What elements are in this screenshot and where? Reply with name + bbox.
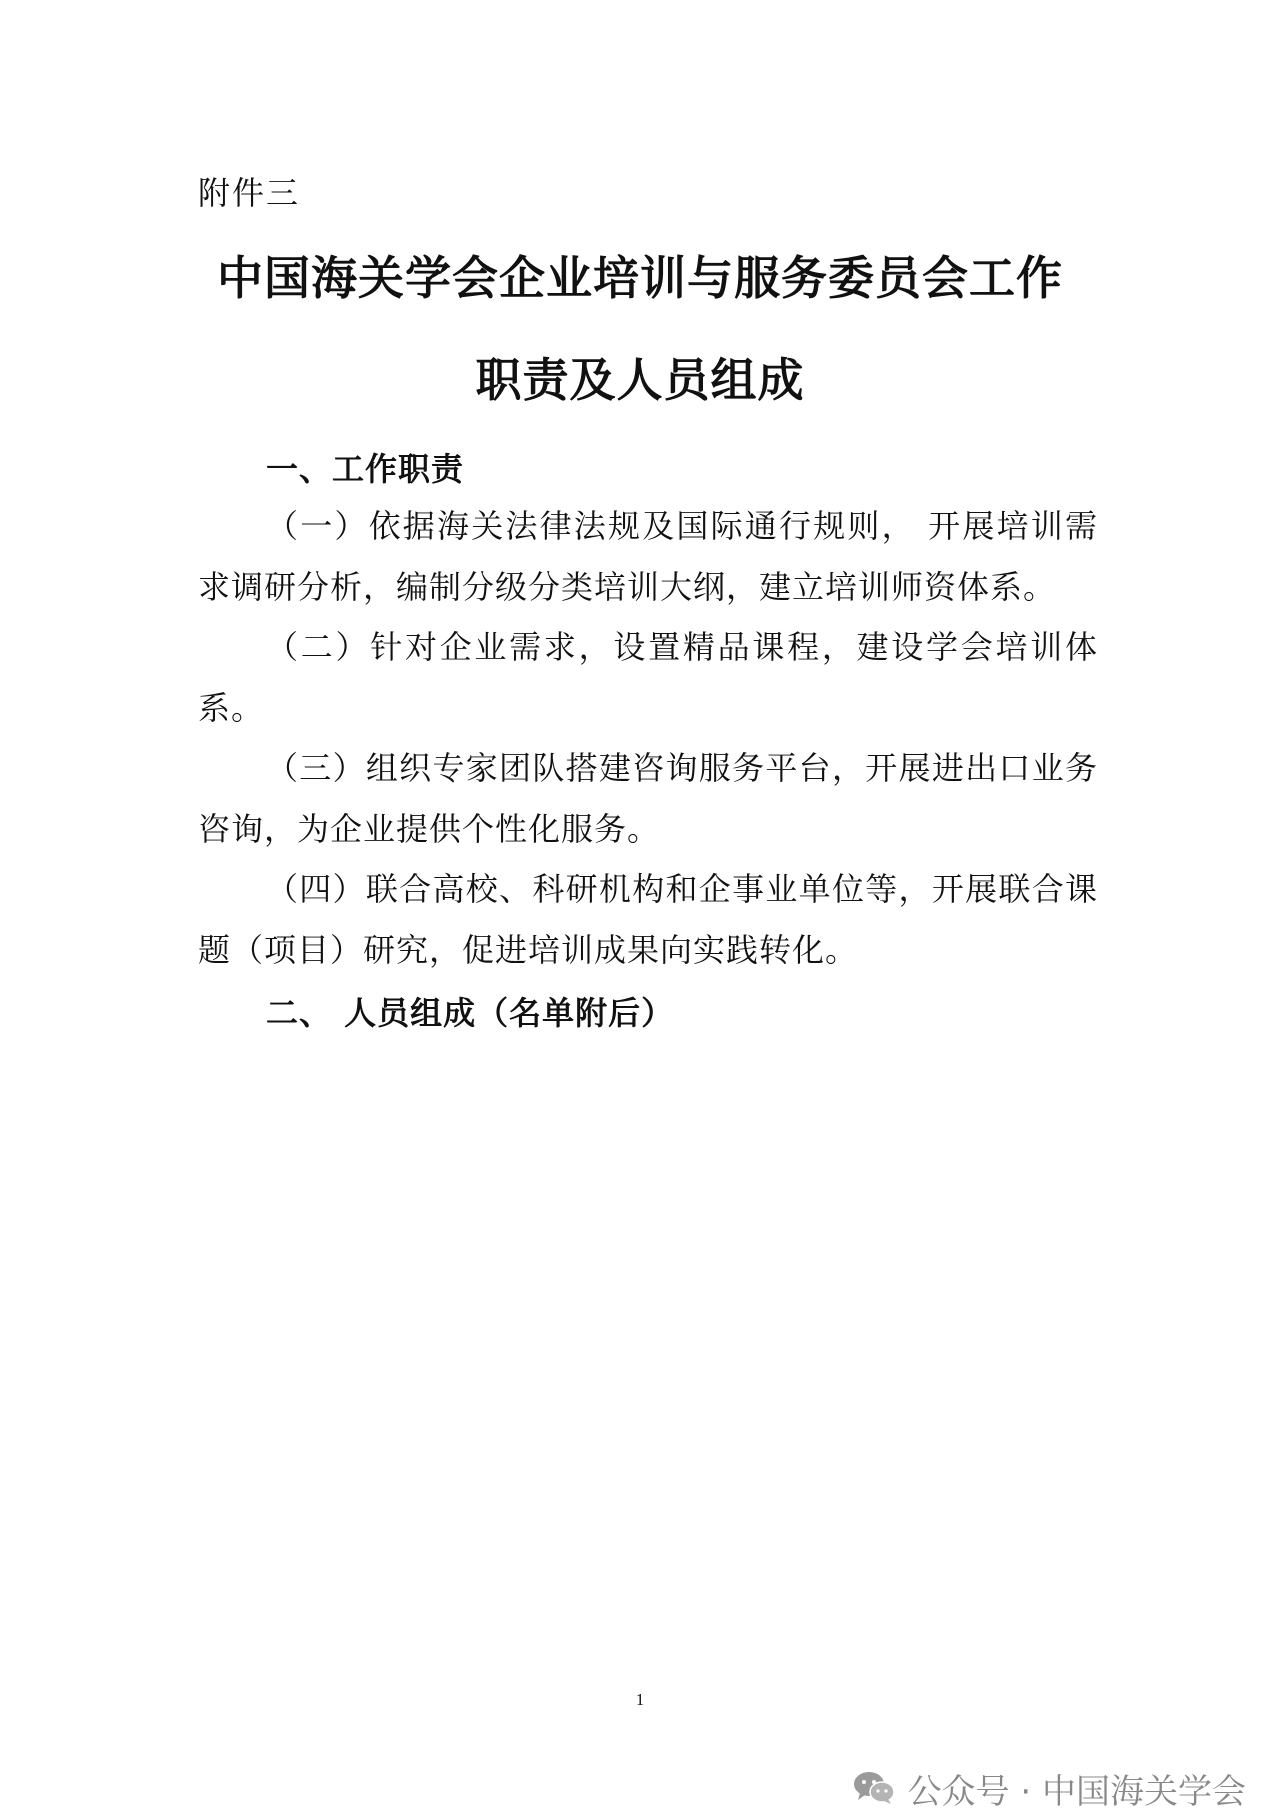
- attachment-label: 附件三: [198, 174, 301, 212]
- section-heading-members: 二、 人员组成（名单附后）: [266, 994, 675, 1032]
- duty-paragraph-4: （四）联合高校、科研机构和企事业单位等，开展联合课题（项目）研究，促进培训成果向实践转化。: [198, 870, 1098, 969]
- wechat-icon: [852, 1770, 896, 1806]
- duty-paragraph-2: （二）针对企业需求，设置精品课程，建设学会培训体系。: [198, 628, 1098, 727]
- duty-paragraph-1: （一）依据海关法律法规及国际通行规则， 开展培训需求调研分析，编制分级分类培训大纲，建立培训师资体系。: [198, 507, 1098, 606]
- document-title-line-2: 职责及人员组成: [475, 353, 805, 407]
- document-title-line-1: 中国海关学会企业培训与服务委员会工作: [217, 251, 1063, 305]
- duty-paragraph-3: （三）组织专家团队搭建咨询服务平台，开展进出口业务咨询，为企业提供个性化服务。: [198, 749, 1098, 848]
- section-heading-duties: 一、工作职责: [266, 450, 465, 488]
- watermark-text: 公众号 · 中国海关学会: [907, 1771, 1246, 1812]
- page-number: 1: [635, 1690, 645, 1709]
- wechat-watermark: [852, 1768, 1246, 1812]
